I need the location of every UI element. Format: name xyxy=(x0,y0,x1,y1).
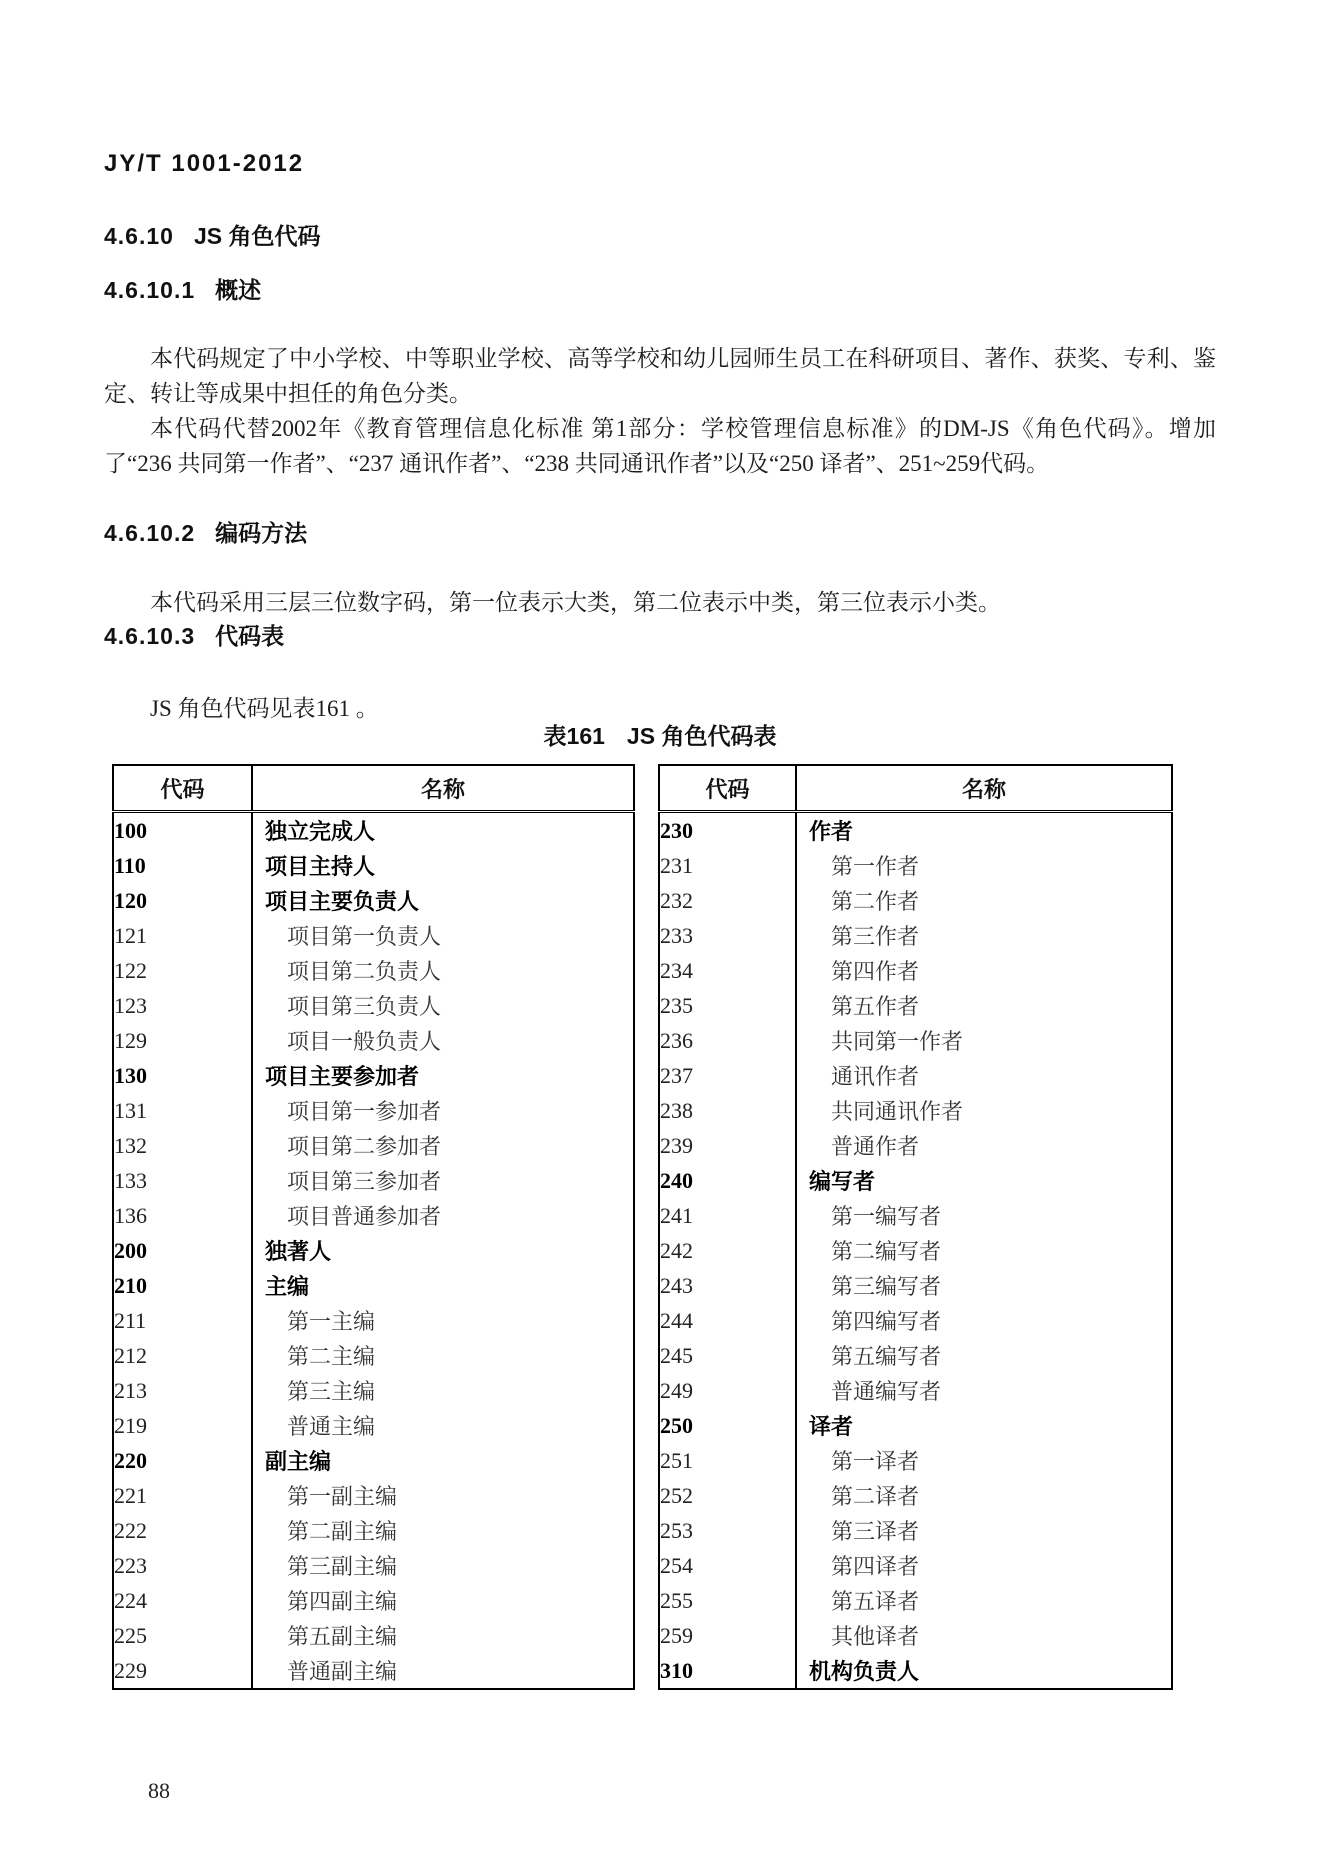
name-cell: 第三编写者 xyxy=(831,1274,942,1299)
code-cell: 133 xyxy=(113,1163,252,1198)
code-cell: 252 xyxy=(659,1478,796,1513)
table-row xyxy=(659,1513,1172,1548)
name-cell: 第四作者 xyxy=(831,959,920,984)
table-row xyxy=(113,1653,634,1689)
table-header-row xyxy=(659,765,1172,812)
table-row xyxy=(113,848,634,883)
code-cell: 230 xyxy=(659,812,796,849)
code-cell: 254 xyxy=(659,1548,796,1583)
code-cell: 242 xyxy=(659,1233,796,1268)
table-row xyxy=(113,1268,634,1303)
code-cell: 249 xyxy=(659,1373,796,1408)
code-tables-container xyxy=(112,764,1173,1684)
table-row xyxy=(659,1408,1172,1443)
name-cell: 第四编写者 xyxy=(831,1309,942,1334)
code-cell: 100 xyxy=(113,812,252,849)
paragraph-code-table-ref: JS 角色代码见表161 。 xyxy=(150,696,379,721)
code-cell: 240 xyxy=(659,1163,796,1198)
code-cell: 239 xyxy=(659,1128,796,1163)
code-cell: 120 xyxy=(113,883,252,918)
table-row xyxy=(659,1583,1172,1618)
table-row xyxy=(113,918,634,953)
code-cell: 130 xyxy=(113,1058,252,1093)
col-header-code: 代码 xyxy=(113,765,252,812)
section-number: 4.6.10.2 xyxy=(104,520,196,546)
name-cell: 副主编 xyxy=(265,1449,332,1474)
name-cell: 项目第三参加者 xyxy=(287,1169,442,1194)
table-row xyxy=(659,1268,1172,1303)
code-cell: 251 xyxy=(659,1443,796,1478)
table-row xyxy=(113,1163,634,1198)
name-cell: 第二副主编 xyxy=(287,1519,398,1544)
table-row xyxy=(113,1583,634,1618)
code-cell: 224 xyxy=(113,1583,252,1618)
code-cell: 121 xyxy=(113,918,252,953)
name-cell: 项目第三负责人 xyxy=(287,994,442,1019)
table-row xyxy=(659,1163,1172,1198)
code-cell: 234 xyxy=(659,953,796,988)
name-cell: 译者 xyxy=(809,1414,854,1439)
name-cell: 通讯作者 xyxy=(831,1064,920,1089)
table-row xyxy=(659,1618,1172,1653)
code-table-left xyxy=(112,764,635,1690)
code-cell: 233 xyxy=(659,918,796,953)
code-cell: 220 xyxy=(113,1443,252,1478)
code-cell: 213 xyxy=(113,1373,252,1408)
table-row xyxy=(113,1093,634,1128)
code-cell: 243 xyxy=(659,1268,796,1303)
name-cell: 项目一般负责人 xyxy=(287,1029,442,1054)
section-title: JS 角色代码 xyxy=(193,223,321,249)
code-cell: 241 xyxy=(659,1198,796,1233)
code-cell: 122 xyxy=(113,953,252,988)
name-cell: 项目第二负责人 xyxy=(287,959,442,984)
table-row xyxy=(659,848,1172,883)
code-cell: 212 xyxy=(113,1338,252,1373)
code-cell: 238 xyxy=(659,1093,796,1128)
name-cell: 项目主要参加者 xyxy=(265,1064,420,1089)
section-title: 概述 xyxy=(215,277,262,303)
table-row xyxy=(113,1023,634,1058)
name-cell: 普通作者 xyxy=(831,1134,920,1159)
name-cell: 第五译者 xyxy=(831,1589,920,1614)
section-heading-4-6-10-2 xyxy=(104,515,307,548)
table-row xyxy=(113,988,634,1023)
name-cell: 第二译者 xyxy=(831,1484,920,1509)
code-cell: 250 xyxy=(659,1408,796,1443)
table-row xyxy=(113,1513,634,1548)
name-cell: 共同第一作者 xyxy=(831,1029,964,1054)
code-cell: 136 xyxy=(113,1198,252,1233)
table-row xyxy=(659,953,1172,988)
name-cell: 第五作者 xyxy=(831,994,920,1019)
name-cell: 第五副主编 xyxy=(287,1624,398,1649)
table-row xyxy=(113,1618,634,1653)
name-cell: 普通编写者 xyxy=(831,1379,942,1404)
section-heading-4-6-10-1 xyxy=(104,272,261,305)
name-cell: 第三作者 xyxy=(831,924,920,949)
table-row xyxy=(659,1478,1172,1513)
code-cell: 222 xyxy=(113,1513,252,1548)
table-row xyxy=(113,1408,634,1443)
name-cell: 第三译者 xyxy=(831,1519,920,1544)
name-cell: 第一主编 xyxy=(287,1309,376,1334)
section-title: 代码表 xyxy=(215,623,285,649)
table-row xyxy=(113,1478,634,1513)
name-cell: 第三主编 xyxy=(287,1379,376,1404)
section-heading-4-6-10 xyxy=(104,218,320,251)
table-row xyxy=(659,1303,1172,1338)
code-cell: 236 xyxy=(659,1023,796,1058)
name-cell: 项目第一参加者 xyxy=(287,1099,442,1124)
code-cell: 255 xyxy=(659,1583,796,1618)
paragraph-coding-method: 本代码采用三层三位数字码，第一位表示大类，第二位表示中类，第三位表示小类。 xyxy=(150,590,1001,615)
col-header-name: 名称 xyxy=(796,765,1172,812)
table-row xyxy=(113,812,634,849)
name-cell: 第二主编 xyxy=(287,1344,376,1369)
table-row xyxy=(659,883,1172,918)
name-cell: 作者 xyxy=(809,819,854,844)
section-number: 4.6.10.3 xyxy=(104,623,196,649)
paragraph-overview-1: 本代码规定了中小学校、中等职业学校、高等学校和幼儿园师生员工在科研项目、著作、获奖、专利、鉴定、转让等成果中担任的角色分类。 xyxy=(104,346,1216,406)
table-row xyxy=(113,953,634,988)
code-cell: 245 xyxy=(659,1338,796,1373)
section-heading-4-6-10-3 xyxy=(104,618,284,651)
code-cell: 123 xyxy=(113,988,252,1023)
section-number: 4.6.10.1 xyxy=(104,277,196,303)
table-row xyxy=(113,1128,634,1163)
table-row xyxy=(659,1093,1172,1128)
table-caption-title: JS 角色代码表 xyxy=(626,723,777,749)
table-row xyxy=(659,1443,1172,1478)
page-number: 88 xyxy=(148,1778,170,1803)
name-cell: 普通副主编 xyxy=(287,1659,398,1684)
col-header-code: 代码 xyxy=(659,765,796,812)
name-cell: 第一译者 xyxy=(831,1449,920,1474)
table-row xyxy=(113,1338,634,1373)
table-row xyxy=(659,988,1172,1023)
table-body-left xyxy=(113,812,634,1690)
name-cell: 第三副主编 xyxy=(287,1554,398,1579)
table-row xyxy=(659,1233,1172,1268)
name-cell: 项目第一负责人 xyxy=(287,924,442,949)
table-row xyxy=(659,918,1172,953)
table-row xyxy=(113,1058,634,1093)
code-cell: 200 xyxy=(113,1233,252,1268)
col-header-name: 名称 xyxy=(252,765,634,812)
table-caption xyxy=(104,718,1216,751)
code-cell: 259 xyxy=(659,1618,796,1653)
code-cell: 219 xyxy=(113,1408,252,1443)
code-cell: 232 xyxy=(659,883,796,918)
code-cell: 129 xyxy=(113,1023,252,1058)
name-cell: 项目主要负责人 xyxy=(265,889,420,914)
code-cell: 253 xyxy=(659,1513,796,1548)
table-row xyxy=(659,1058,1172,1093)
name-cell: 独立完成人 xyxy=(265,819,376,844)
table-row xyxy=(659,1373,1172,1408)
code-cell: 210 xyxy=(113,1268,252,1303)
table-row xyxy=(113,1373,634,1408)
name-cell: 独著人 xyxy=(265,1239,332,1264)
table-row xyxy=(113,1198,634,1233)
name-cell: 项目主持人 xyxy=(265,854,376,879)
table-row xyxy=(659,812,1172,849)
code-cell: 244 xyxy=(659,1303,796,1338)
doc-number: JY/T 1001-2012 xyxy=(104,150,305,177)
name-cell: 第一编写者 xyxy=(831,1204,942,1229)
code-cell: 231 xyxy=(659,848,796,883)
name-cell: 主编 xyxy=(265,1274,310,1299)
name-cell: 编写者 xyxy=(809,1169,876,1194)
table-row xyxy=(113,1303,634,1338)
code-cell: 131 xyxy=(113,1093,252,1128)
name-cell: 第四副主编 xyxy=(287,1589,398,1614)
table-row xyxy=(659,1548,1172,1583)
name-cell: 机构负责人 xyxy=(809,1659,920,1684)
code-cell: 110 xyxy=(113,848,252,883)
table-row xyxy=(113,883,634,918)
name-cell: 第二作者 xyxy=(831,889,920,914)
section-title: 编码方法 xyxy=(215,520,308,546)
name-cell: 普通主编 xyxy=(287,1414,376,1439)
table-row xyxy=(113,1233,634,1268)
code-cell: 211 xyxy=(113,1303,252,1338)
name-cell: 项目第二参加者 xyxy=(287,1134,442,1159)
name-cell: 第一副主编 xyxy=(287,1484,398,1509)
table-row xyxy=(659,1198,1172,1233)
code-table-right xyxy=(658,764,1173,1690)
code-cell: 229 xyxy=(113,1653,252,1689)
name-cell: 第五编写者 xyxy=(831,1344,942,1369)
name-cell: 第一作者 xyxy=(831,854,920,879)
name-cell: 第四译者 xyxy=(831,1554,920,1579)
section-number: 4.6.10 xyxy=(104,223,174,249)
table-row xyxy=(113,1548,634,1583)
table-row xyxy=(659,1653,1172,1689)
name-cell: 共同通讯作者 xyxy=(831,1099,964,1124)
table-row xyxy=(659,1128,1172,1163)
name-cell: 第二编写者 xyxy=(831,1239,942,1264)
code-cell: 223 xyxy=(113,1548,252,1583)
code-cell: 235 xyxy=(659,988,796,1023)
table-body-right xyxy=(659,812,1172,1690)
table-row xyxy=(113,1443,634,1478)
code-cell: 221 xyxy=(113,1478,252,1513)
table-row xyxy=(659,1338,1172,1373)
table-header-row xyxy=(113,765,634,812)
code-cell: 310 xyxy=(659,1653,796,1689)
table-caption-number: 表161 xyxy=(543,723,605,749)
name-cell: 项目普通参加者 xyxy=(287,1204,442,1229)
code-cell: 132 xyxy=(113,1128,252,1163)
table-row xyxy=(659,1023,1172,1058)
code-cell: 225 xyxy=(113,1618,252,1653)
paragraph-overview-2: 本代码代替2002年《教育管理信息化标准 第1部分：学校管理信息标准》的DM-JS《角色代码》。增加了“236 共同第一作者”、“237 通讯作者”、“238 共同通讯作者”以及“250 译者”、251~259代码。 xyxy=(104,416,1216,476)
code-cell: 237 xyxy=(659,1058,796,1093)
name-cell: 其他译者 xyxy=(831,1624,920,1649)
